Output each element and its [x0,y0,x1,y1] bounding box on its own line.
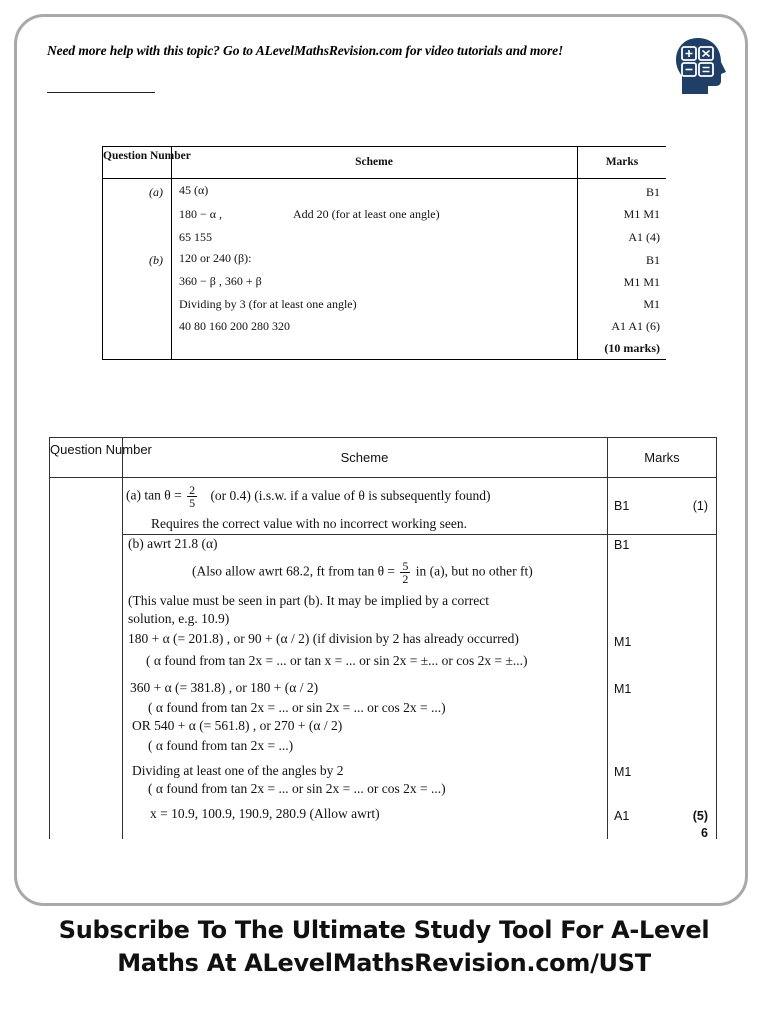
scheme-line: 360 − β , 360 + β [179,274,262,288]
part-b-divide-line: Dividing at least one of the angles by 2 [132,763,344,778]
scheme-line: Dividing by 3 (for at least one angle) [179,297,357,311]
question-number-header: Question Number [103,150,191,162]
part-b-divide-sub: ( α found from tan 2x = ... or sin 2x = ... or cos 2x = ...) [148,781,446,796]
part-b-final-answers: x = 10.9, 100.9, 190.9, 280.9 (Allow awrt) [150,806,380,821]
marks-header: Marks [644,450,680,465]
mark-cell: B1 [614,499,630,513]
mark-cell: B1 [645,185,660,199]
mark-cell: B1 [614,538,630,552]
part-a-note: Requires the correct value with no incorrect working seen. [151,516,468,531]
part-b-m2-sub: ( α found from tan 2x = ... or sin 2x = ... or cos 2x = ...) [148,700,446,715]
scheme-line: 40 80 160 200 280 320 [179,319,290,333]
fraction-five-halves: $\frac{5}{2}$ [402,559,409,586]
question-label: (a) [149,185,163,199]
part-total: (5) [692,809,708,823]
scheme-header: Scheme [355,156,393,168]
question-total: 6 [701,826,708,840]
part-b-seen-note: (This value must be seen in part (b). It may be implied by a correct [128,593,490,608]
mark-cell: A1 (4) [628,230,660,244]
part-b-m2-or: OR 540 + α (= 561.8) , or 270 + (α / 2) [132,718,343,733]
mark-cell: M1 M1 [623,275,660,289]
mark-cell: M1 M1 [623,207,660,221]
part-b-ft-note: (Also allow awrt 68.2, ft from tan θ = $\frac{5}{2}$ in (a), but no other ft) [192,559,533,586]
scheme-line: 120 or 240 (β): [179,251,252,265]
mark-cell: B1 [645,253,660,267]
part-b-seen-note-2: solution, e.g. 10.9) [128,611,230,626]
mark-cell: A1 A1 (6) [611,319,660,333]
header-divider [47,92,155,93]
part-total: (1) [692,499,708,513]
marks-header: Marks [605,156,639,168]
scheme-line: 180 − α , [179,207,223,221]
mark-scheme-table-2 [49,437,717,839]
question-number-header: Question Number [50,442,152,457]
scheme-line: 45 (α) [179,183,209,197]
mark-cell: M1 [643,297,660,311]
head-calculator-icon [670,36,732,96]
mark-cell: A1 [614,809,630,823]
fraction-two-fifths: $\frac{2}{5}$ [189,483,196,510]
part-b-m1-sub: ( α found from tan 2x = ... or tan x = ... or sin 2x = ±... or cos 2x = ±...) [146,653,528,668]
help-banner-text: Need more help with this topic? Go to ALevelMathsRevision.com for video tutorials and more! [47,43,564,58]
part-b-m2-or-sub: ( α found from tan 2x = ...) [148,738,294,753]
footer-line-1: Subscribe To The Ultimate Study Tool For A-Level [58,916,710,944]
part-b-first-value: (b) awrt 21.8 (α) [128,536,218,551]
scheme-note: Add 20 (for at least one angle) [293,207,440,221]
question-label: (b) [149,253,163,267]
scheme-line: 65 155 [179,230,212,244]
mark-cell: M1 [614,682,632,696]
mark-scheme-table-1 [102,146,666,360]
part-b-m1-line: 180 + α (= 201.8) , or 90 + (α / 2) (if division by 2 has already occurred) [128,631,519,646]
total-marks: (10 marks) [604,341,660,355]
mark-cell: M1 [614,765,632,779]
scheme-header: Scheme [340,450,389,465]
mark-cell: M1 [614,635,632,649]
subscribe-footer [0,914,768,980]
part-b-m2-line: 360 + α (= 381.8) , or 180 + (α / 2) [130,680,319,695]
part-a-answer: (a) tan θ = $\frac{2}{5}$ (or 0.4) (i.s.w. if a value of θ is subsequently found) [126,483,491,510]
footer-line-2: Maths At ALevelMathsRevision.com/UST [117,949,651,977]
